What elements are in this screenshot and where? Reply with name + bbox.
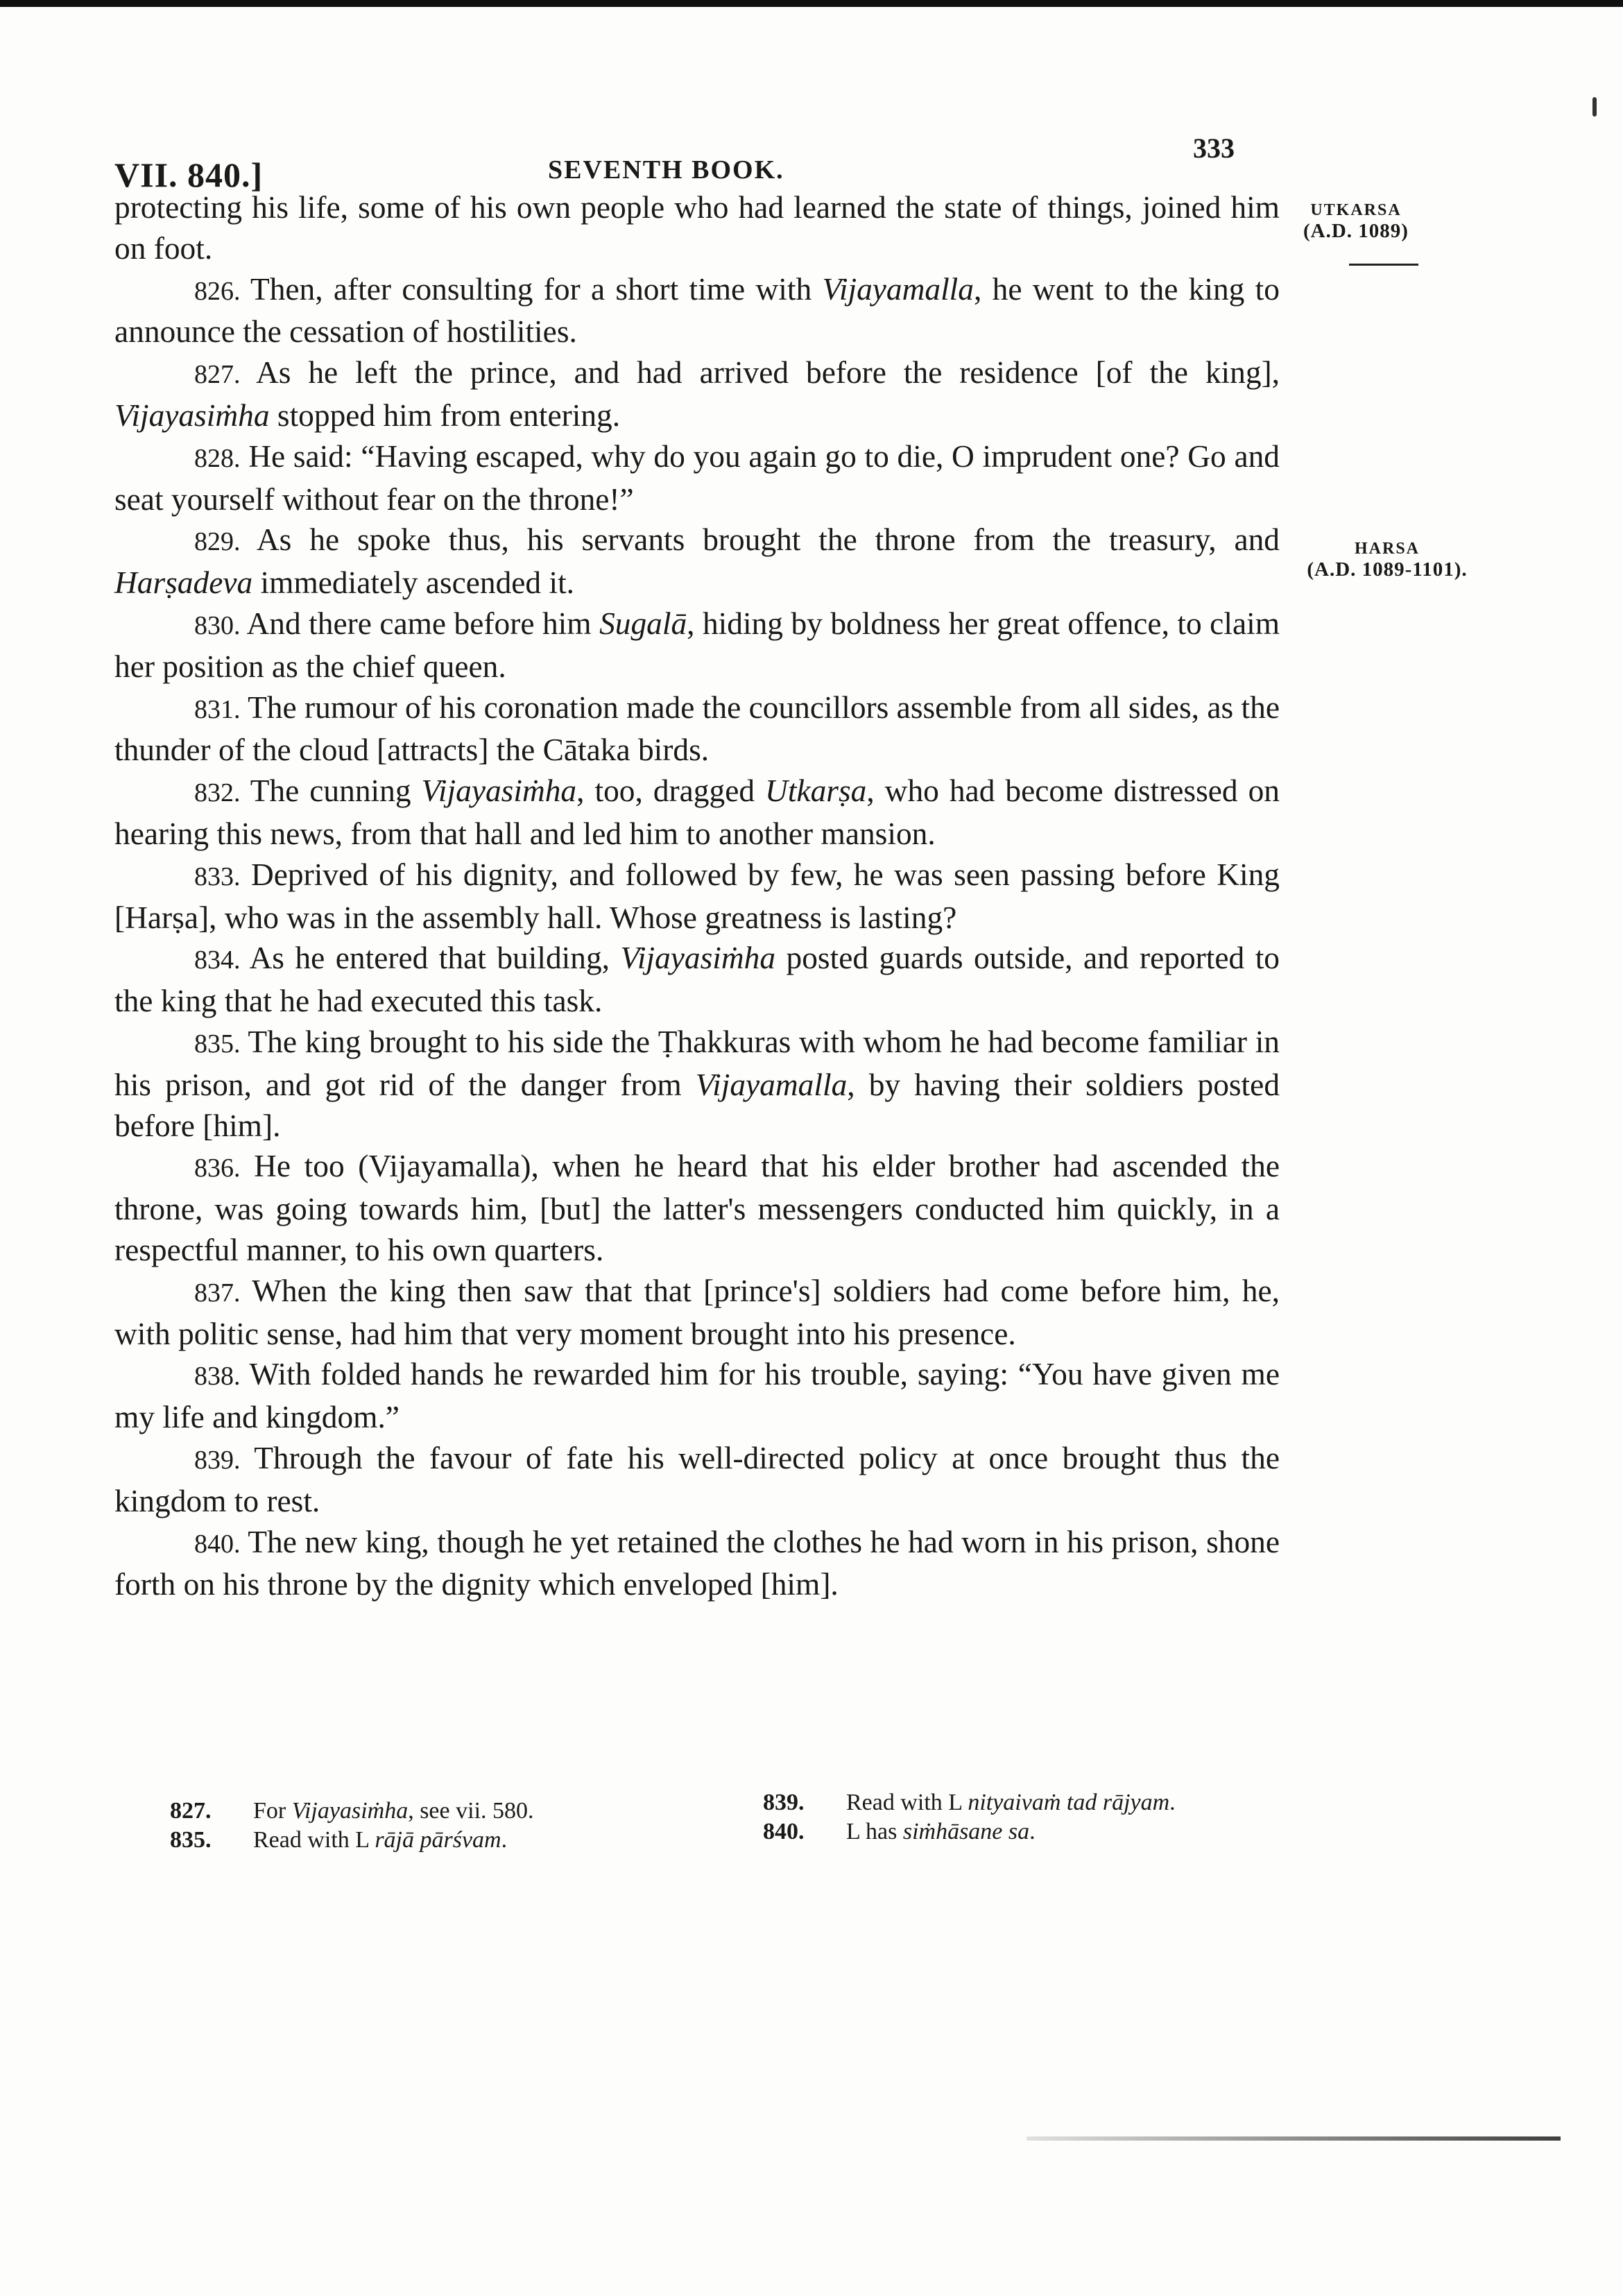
footnotes: [170, 1790, 1335, 1873]
verse-paragraph: [114, 855, 1280, 939]
verse-paragraph: [114, 269, 1280, 353]
footnote-text: L has siṁhāsane sa.: [846, 1819, 1036, 1844]
verse-paragraph: [114, 1354, 1280, 1438]
verse-number: 828.: [194, 443, 241, 473]
verse-text: He too (Vijayamalla), when he heard that his elder brother had ascended the throne, was going towards him, [but] the latter's messengers conducted him quickly, in a respectful manner, to his own quarters.: [114, 1149, 1280, 1267]
verse-number: 839.: [194, 1445, 241, 1475]
footnote: [763, 1817, 1332, 1847]
bottom-rule: [1027, 2136, 1561, 2141]
verse-text: Through the favour of fate his well-directed policy at once brought thus the kingdom to rest.: [114, 1440, 1280, 1518]
running-head-title: SEVENTH BOOK.: [548, 155, 784, 185]
verse-number: 838.: [194, 1362, 241, 1391]
verse-text: He said: “Having escaped, why do you again go to die, O imprudent one? Go and seat yourself without fear on the throne!”: [114, 438, 1280, 517]
verse-number: 832.: [194, 778, 241, 808]
verse-number: 834.: [194, 945, 241, 975]
verse-text: As he entered that building, Vijayasiṁha posted guards outside, and reported to the king that he had executed this task.: [114, 941, 1280, 1019]
verse-text: With folded hands he rewarded him for his trouble, saying: “You have given me my life and kingdom.”: [114, 1357, 1280, 1435]
margin-note-harsa: [1290, 540, 1484, 581]
verse-paragraph: [114, 687, 1280, 771]
verse-paragraph: [114, 1146, 1280, 1270]
verse-number: 827.: [194, 360, 241, 390]
verse-paragraph: [114, 938, 1280, 1022]
page-number: 333: [1193, 132, 1235, 164]
footnote-text: Read with L rājā pārśvam.: [253, 1827, 508, 1853]
footnotes-left-column: [170, 1797, 739, 1855]
verse-paragraph: [114, 1438, 1280, 1522]
verse-text: And there came before him Sugalā, hiding by boldness her great offence, to claim her position as the chief queen.: [114, 606, 1280, 684]
footnote: [763, 1788, 1332, 1817]
verse-text: The king brought to his side the Ṭhakkuras with whom he had become familiar in his prison, and got rid of the danger from Vijayamalla, by having their soldiers posted before [him].: [114, 1024, 1280, 1143]
verse-text: protecting his life, some of his own people who had learned the state of things, joined him on foot.: [114, 190, 1280, 266]
verse-paragraph: [114, 520, 1280, 603]
verse-paragraph: [114, 436, 1280, 520]
footnote-number: 839.: [763, 1790, 805, 1815]
verse-number: 840.: [194, 1529, 241, 1559]
verse-number: 826.: [194, 276, 241, 306]
verse-text: The cunning Vijayasiṁha, too, dragged Utkarṣa, who had become distressed on hearing this news, from that hall and led him to another mansion.: [114, 773, 1280, 851]
footnote: [170, 1797, 739, 1826]
running-head-left: VII. 840.]: [114, 155, 264, 194]
verse-paragraph: [114, 352, 1280, 436]
footnote-text: For Vijayasiṁha, see vii. 580.: [253, 1798, 534, 1824]
verse-number: 830.: [194, 610, 241, 640]
verse-paragraph: [114, 1271, 1280, 1355]
footnotes-right-column: [763, 1788, 1332, 1847]
margin-note-utkarsa: [1297, 201, 1415, 243]
verse-text: When the king then saw that that [prince's] soldiers had come before him, he, with politic sense, had him that very moment brought into his presence.: [114, 1273, 1280, 1351]
verse-paragraph: [114, 603, 1280, 687]
verse-paragraph: [114, 1022, 1280, 1146]
margin-note-name: HARSA: [1354, 540, 1420, 558]
verse-text: The new king, though he yet retained the clothes he had worn in his prison, shone forth on his throne by the dignity which enveloped [him].: [114, 1524, 1280, 1602]
verse-text: The rumour of his coronation made the councillors assemble from all sides, as the thunder of the cloud [attracts] the Cātaka birds.: [114, 689, 1280, 768]
footnote-number: 835.: [170, 1827, 212, 1853]
margin-note-divider: [1349, 264, 1418, 266]
verse-text: As he spoke thus, his servants brought the throne from the treasury, and Harṣadeva immediately ascended it.: [114, 522, 1280, 601]
verse-number: 836.: [194, 1154, 241, 1183]
verse-number: 835.: [194, 1029, 241, 1059]
scan-speck: [1592, 97, 1597, 117]
verse-paragraph: [114, 187, 1280, 269]
verse-number: 831.: [194, 694, 241, 724]
verse-number: 833.: [194, 862, 241, 891]
verse-number: 829.: [194, 527, 241, 557]
footnote: [170, 1826, 739, 1855]
verse-text: Deprived of his dignity, and followed by few, he was seen passing before King [Harṣa], who was in the assembly hall. Whose greatness is lasting?: [114, 857, 1280, 935]
verse-paragraph: [114, 771, 1280, 855]
verse-paragraph: [114, 1522, 1280, 1606]
margin-note-date: (A.D. 1089-1101).: [1307, 558, 1468, 581]
margin-note-name: UTKARSA: [1310, 201, 1402, 219]
main-text-body: [114, 187, 1280, 1605]
footnote-number: 827.: [170, 1798, 212, 1824]
verse-number: 837.: [194, 1278, 241, 1308]
margin-note-date: (A.D. 1089): [1303, 220, 1409, 242]
verse-text: Then, after consulting for a short time with Vijayamalla, he went to the king to announce the cessation of hostilities.: [114, 271, 1280, 350]
footnote-number: 840.: [763, 1819, 805, 1844]
footnote-text: Read with L nityaivaṁ tad rājyam.: [846, 1790, 1176, 1815]
verse-text: As he left the prince, and had arrived before the residence [of the king], Vijayasiṁha stopped him from entering.: [114, 355, 1280, 433]
top-edge-rule: [0, 0, 1623, 7]
